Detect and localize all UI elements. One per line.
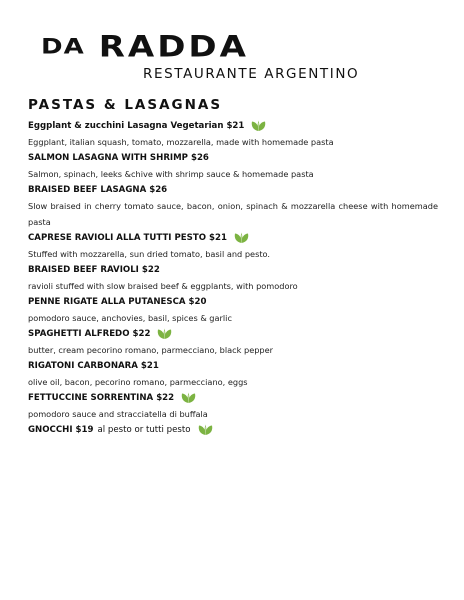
item-name: Eggplant & zucchini Lasagna Vegetarian $21: [28, 118, 438, 134]
menu-item: [28, 390, 438, 422]
menu-item: [28, 294, 438, 326]
item-description: Salmon, spinach, leeks &chive with shrimp sauce & homemade pasta: [28, 169, 314, 179]
menu-item: [28, 422, 438, 438]
item-name: SPAGHETTI ALFREDO $22: [28, 326, 438, 342]
leaf-icon: [156, 328, 173, 340]
item-description: pomodoro sauce and stracciatella di buffala: [28, 409, 208, 419]
restaurant-logo: [41, 30, 249, 64]
logo-name: RADDA: [98, 29, 249, 65]
section-title: PASTAS & LASAGNAS: [28, 97, 223, 113]
restaurant-subtitle: RESTAURANTE ARGENTINO: [143, 66, 360, 82]
item-name: RIGATONI CARBONARA $21: [28, 361, 159, 371]
leaf-icon: [250, 120, 267, 132]
leaf-icon: [197, 424, 214, 436]
item-name: CAPRESE RAVIOLI ALLA TUTTI PESTO $21: [28, 230, 438, 246]
menu-item: [28, 358, 438, 390]
item-name: BRAISED BEEF LASAGNA $26: [28, 185, 168, 195]
item-description: olive oil, bacon, pecorino romano, parmecciano, eggs: [28, 377, 248, 387]
menu-item: [28, 118, 438, 150]
leaf-icon: [180, 392, 197, 404]
item-name: GNOCCHI $19 al pesto or tutti pesto: [28, 422, 438, 438]
menu-list: [28, 118, 438, 438]
item-name: BRAISED BEEF RAVIOLI $22: [28, 265, 160, 275]
item-description: Stuffed with mozzarella, sun dried tomato, basil and pesto.: [28, 249, 271, 259]
item-name: SALMON LASAGNA WITH SHRIMP $26: [28, 153, 209, 163]
menu-item: [28, 182, 438, 230]
item-description: Eggplant, italian squash, tomato, mozzarella, made with homemade pasta: [28, 137, 334, 147]
item-description: butter, cream pecorino romano, parmecciano, black pepper: [28, 345, 274, 355]
menu-item: [28, 326, 438, 358]
item-description: ravioli stuffed with slow braised beef & eggplants, with pomodoro: [28, 281, 298, 291]
item-description: Slow braised in cherry tomato sauce, bacon, onion, spinach & mozzarella cheese with homemade pasta: [28, 201, 438, 227]
menu-item: [28, 262, 438, 294]
item-note: al pesto or tutti pesto: [97, 425, 191, 435]
item-name: FETTUCCINE SORRENTINA $22: [28, 390, 438, 406]
logo-da: DA: [41, 34, 85, 60]
menu-item: [28, 150, 438, 182]
leaf-icon: [233, 232, 250, 244]
item-description: pomodoro sauce, anchovies, basil, spices & garlic: [28, 313, 232, 323]
item-name: PENNE RIGATE ALLA PUTANESCA $20: [28, 297, 207, 307]
menu-item: [28, 230, 438, 262]
